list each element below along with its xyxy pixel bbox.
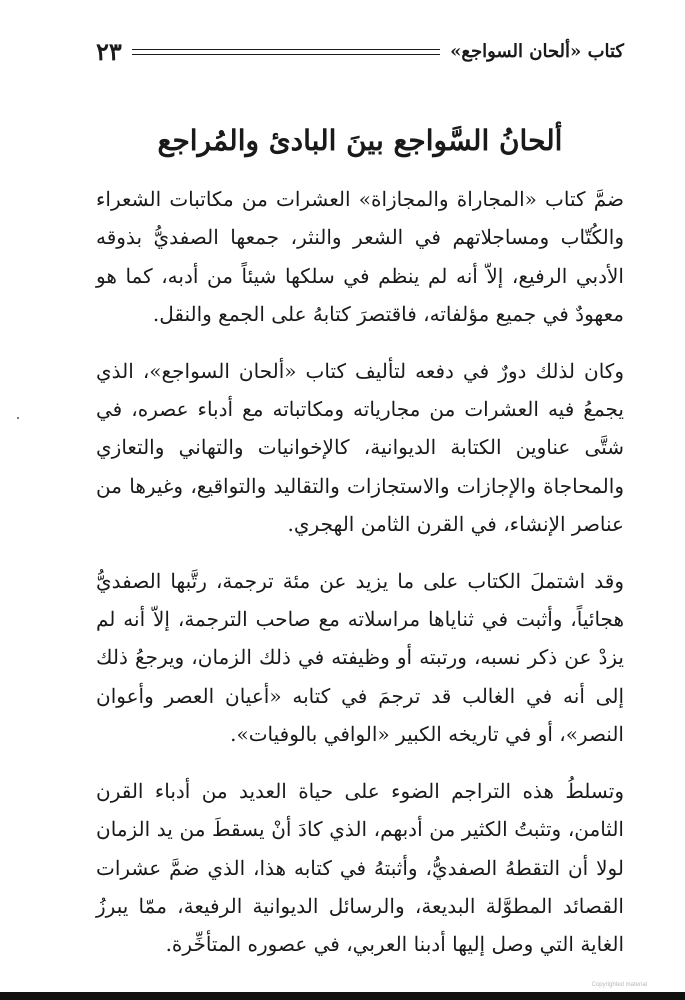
running-header	[96, 36, 624, 66]
bottom-scan-band	[0, 992, 685, 1000]
body-text	[96, 180, 624, 982]
page-number: ٢٣	[96, 36, 122, 66]
running-header-title: كتاب «ألحان السواجع»	[450, 40, 624, 62]
copyright-mark: Copyrighted material	[591, 982, 647, 988]
section-title: ألحانُ السَّواجع بينَ البادئ والمُراجع	[157, 124, 563, 157]
paragraph: وقد اشتملَ الكتاب على ما يزيد عن مئة ترجمة، رتَّبها الصفديُّ هجائياً، وأثبت في ثناياها مراسلاته مع صاحب الترجمة، إلاّ أنه لم يزدْ عن ذكر نسبه، ورتبته أو وظيفته في ذلك الزمان، ويرجعُ ذلك إلى أنه في الغالب قد ترجمَ في كتابه «أعيان العصر وأعوان النصر»، أو في تاريخه الكبير «الوافي بالوفيات».	[96, 568, 624, 747]
header-rule	[132, 49, 440, 55]
paragraph: وكان لذلك دورٌ في دفعه لتأليف كتاب «ألحان السواجع»، الذي يجمعُ فيه العشرات من مجارياته ومكاتباته مع أدباء عصره، في شتَّى عناوين الكتابة الديوانية، كالإخوانيات والتهاني والتعازي والمحاجاة والإجازات والاستجازات والتقاليد والتواقيع، وغيرها من عناصر الإنشاء، في القرن الثامن الهجري.	[96, 358, 624, 537]
paragraph: وتسلطُ هذه التراجم الضوء على حياة العديد من أدباء القرن الثامن، وتثبتُ الكثير من أدبهم، الذي كادَ أنْ يسقطَ من يد الزمان لولا أن التقطهُ الصفديُّ، وأثبتهُ في كتابه هذا، الذي ضمَّ عشرات القصائد المطوَّلة البديعة، والرسائل الديوانية الرفيعة، ممّا يبرزُ الغاية التي وصل إليها أدبنا العربي، في عصوره المتأخِّرة.	[96, 778, 624, 957]
margin-dot	[17, 417, 19, 419]
paragraph: ضمَّ كتاب «المجاراة والمجازاة» العشرات من مكاتبات الشعراء والكُتّاب ومساجلاتهم في الشعر والنثر، جمعها الصفديُّ بذوقه الأدبي الرفيع، إلاّ أنه لم ينظم في سلكها شيئاً من أدبه، كما هو معهودٌ في جميع مؤلفاته، فاقتصرَ كتابهُ على الجمع والنقل.	[96, 187, 624, 327]
